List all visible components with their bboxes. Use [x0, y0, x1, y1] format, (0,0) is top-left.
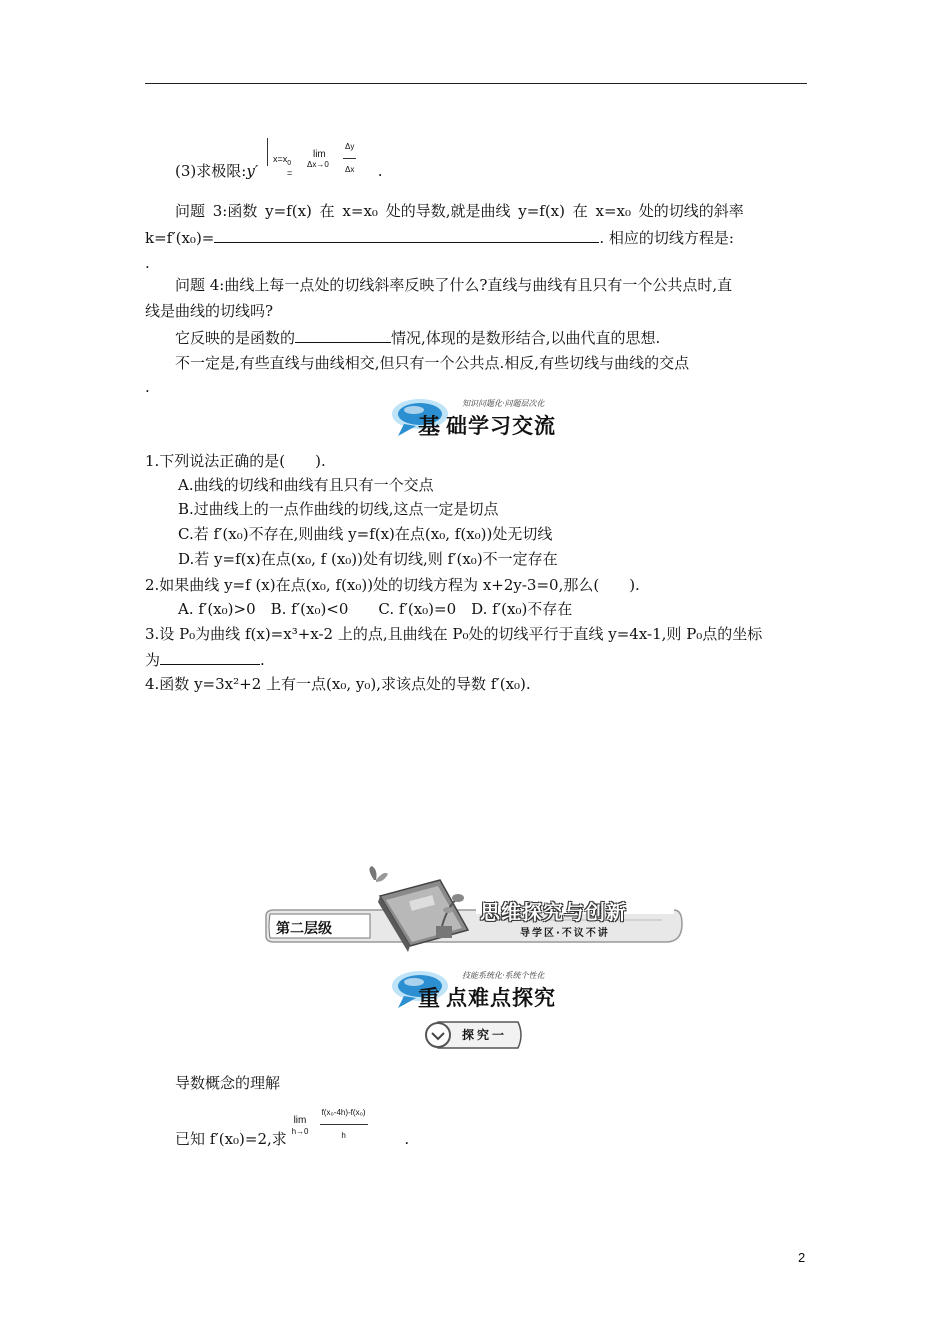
step3-cond: x=x [272, 154, 288, 164]
q4-ans1-end: 情况,体现的是数形结合,以曲代直的思想. [391, 329, 661, 347]
problem-limit-expr [291, 1108, 400, 1150]
problem-end: . [404, 1130, 410, 1148]
exercise3-line1: 3.设 P₀为曲线 f(x)=x³+x-2 上的点,且曲线在 P₀处的切线平行于直线 y=4x-1,则 P₀点的坐标 [145, 625, 763, 643]
banner1-subtitle: 知识问题化·问题层次化 [462, 399, 545, 408]
problem-lim-sub: h→0 [291, 1127, 309, 1136]
q3-k: k=f′(x₀)= [145, 229, 215, 247]
q4-line2: 线是曲线的切线吗? [145, 302, 274, 320]
step3-fraction [343, 136, 356, 181]
q3-line2 [145, 226, 734, 249]
exercise3-end: . [260, 651, 265, 669]
eval-bar [267, 138, 268, 166]
level-label: 第二层级 [276, 921, 332, 937]
section-banner-basics [390, 396, 565, 438]
level-title: 思维探究与创新 [480, 900, 627, 924]
step3-den: Δx [344, 165, 355, 174]
step3-y: y′ [246, 162, 259, 180]
step3-lim-sub: Δx→0 [306, 160, 329, 169]
q3-line1: 问题 3:函数 y=f(x) 在 x=x₀ 处的导数,就是曲线 y=f(x) 在 x=x₀ 处的切线的斜率 [175, 202, 744, 220]
q4-answer2-end: . [145, 378, 150, 396]
butterfly-icon [369, 866, 388, 882]
step3-cond-sub: 0 [287, 159, 292, 167]
q3-blank-slope[interactable] [214, 226, 599, 243]
explore-tag-label: 探究一 [462, 1028, 508, 1042]
problem-num: f(x₀-4h)-f(x₀) [320, 1102, 368, 1125]
exercise3-blank[interactable] [160, 648, 260, 665]
banner1-first-char: 基 [418, 415, 442, 440]
q4-ans1-start: 它反映的是函数的 [175, 329, 296, 347]
exercise3-prefix: 为 [145, 651, 161, 669]
exercise1-option-a: A.曲线的切线和曲线有且只有一个交点 [178, 476, 434, 494]
exercise1-option-c: C.若 f′(x₀)不存在,则曲线 y=f(x)在点(x₀, f(x₀))处无切线 [178, 525, 553, 543]
step3-end: . [377, 162, 383, 180]
banner2-subtitle: 技能系统化·系统个性化 [462, 971, 545, 980]
explore-tag [424, 1020, 524, 1050]
exercise3-line2 [145, 648, 265, 671]
q4-line1: 问题 4:曲线上每一点处的切线斜率反映了什么?直线与曲线有且只有一个公共点时,直 [175, 276, 733, 294]
problem-prefix: 已知 f′(x₀)=2,求 [175, 1130, 287, 1148]
exercise2-stem: 2.如果曲线 y=f (x)在点(x₀, f(x₀))处的切线方程为 x+2y-3=0,那么( ). [145, 576, 640, 594]
problem-lim: lim [293, 1115, 307, 1126]
page-number: 2 [798, 1250, 806, 1265]
q4-answer1 [175, 326, 660, 349]
q4-blank[interactable] [295, 326, 391, 343]
step3-eq: = [286, 168, 293, 178]
banner1-title: 础学习交流 [446, 414, 556, 438]
exercise2-options: A. f′(x₀)>0 B. f′(x₀)<0 C. f′(x₀)=0 D. f′(x₀)不存在 [178, 600, 573, 618]
step3-lim: lim [312, 149, 326, 160]
problem-den: h [341, 1131, 346, 1140]
level-banner [262, 866, 688, 956]
step3-prefix: (3)求极限: [175, 162, 247, 180]
exercise4: 4.函数 y=3x²+2 上有一点(x₀, y₀),求该点处的导数 f′(x₀). [145, 675, 531, 693]
exercise1-stem: 1.下列说法正确的是( ). [145, 452, 326, 470]
banner2-first-char: 重 [418, 987, 442, 1012]
banner2-title: 点难点探究 [446, 986, 556, 1010]
q3-line3: . [145, 254, 150, 272]
problem-fraction [320, 1102, 368, 1147]
step3-num: Δy [343, 136, 356, 159]
exercise1-option-d: D.若 y=f(x)在点(x₀, f (x₀))处有切线,则 f′(x₀)不一定存在 [178, 550, 558, 568]
topic-title: 导数概念的理解 [175, 1074, 281, 1092]
level-subtitle: 导学区·不议不讲 [520, 928, 610, 939]
exercise1-option-b: B.过曲线上的一点作曲线的切线,这点一定是切点 [178, 500, 499, 518]
q4-answer2: 不一定是,有些直线与曲线相交,但只有一个公共点.相反,有些切线与曲线的交点 [175, 354, 690, 372]
section-banner-key-points [390, 968, 565, 1010]
header-rule [145, 83, 807, 84]
problem-line [175, 1108, 410, 1150]
q3-tangent-eq: . 相应的切线方程是: [599, 229, 734, 247]
